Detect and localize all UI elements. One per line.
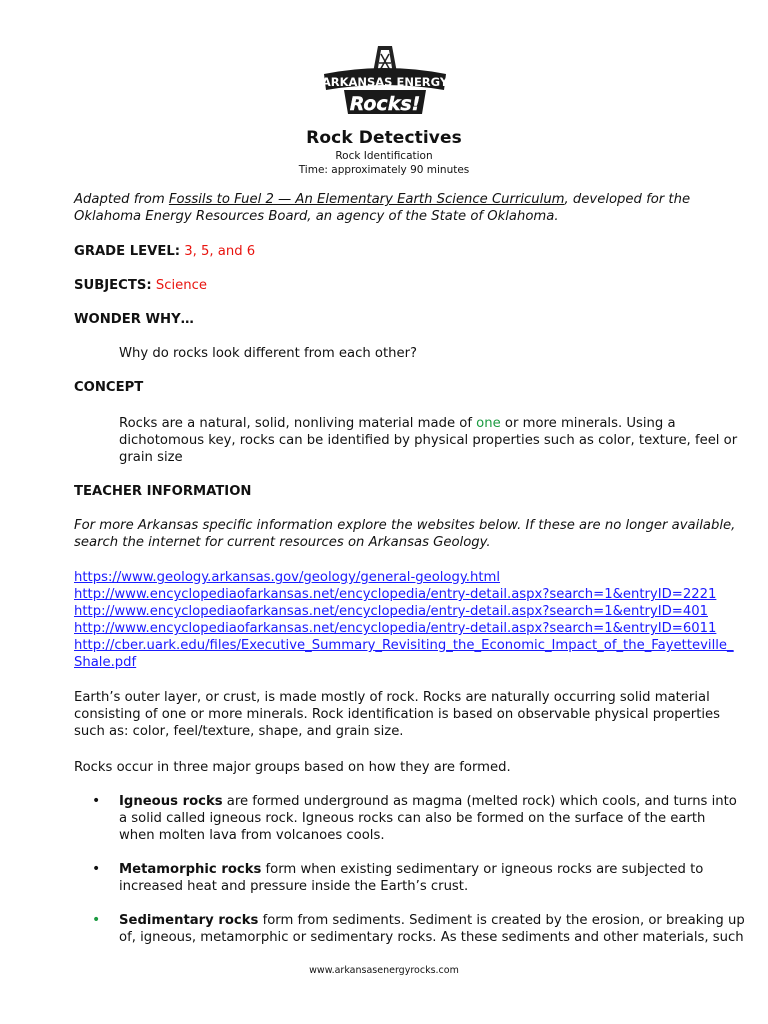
metamorphic-line-2: increased heat and pressure inside the Earth’s crust. [119, 879, 469, 894]
teacher-note-line-1: For more Arkansas specific information explore the websites below. If these are no longer available, [74, 518, 736, 533]
concept-highlight-one: one [476, 416, 501, 431]
wonder-why-heading: WONDER WHY… [74, 312, 194, 327]
sedimentary-line-2: of, igneous, metamorphic or sedimentary rocks. As these sediments and other materials, such [119, 930, 744, 945]
teacher-information-heading: TEACHER INFORMATION [74, 484, 252, 499]
concept-line1-a: Rocks are a natural, solid, nonliving material made of [119, 416, 477, 431]
link-encyclopedia-401[interactable]: http://www.encyclopediaofarkansas.net/encyclopedia/entry-detail.aspx?search=1&entryID=401 [74, 604, 708, 619]
sedimentary-paragraph [119, 912, 745, 946]
crust-line-2: consisting of one or more minerals. Rock identification is based on observable physical properties [74, 707, 721, 722]
sedimentary-line-1: form from sediments. Sediment is created by the erosion, or breaking up [258, 913, 745, 928]
concept-line-3: grain size [119, 450, 183, 465]
concept-line1-c: or more minerals. Using a [500, 416, 676, 431]
link-cber-executive-summary[interactable]: http://cber.uark.edu/files/Executive_Summary_Revisiting_the_Economic_Impact_of_the_Fayetteville_ [74, 638, 734, 653]
teacher-note [74, 517, 736, 551]
bullet-sedimentary: • [92, 912, 101, 928]
bullet-metamorphic: • [92, 861, 101, 877]
footer-url: www.arkansasenergyrocks.com [309, 965, 459, 976]
subjects-row [74, 277, 714, 294]
grade-level-row [74, 243, 714, 260]
time-estimate: Time: approximately 90 minutes [298, 164, 470, 176]
intro-paragraph [74, 191, 714, 225]
link-arkansas-geology[interactable]: https://www.geology.arkansas.gov/geology/general-geology.html [74, 570, 501, 585]
logo-top-text: ARKANSAS ENERGY [321, 75, 449, 89]
concept-line-2: dichotomous key, rocks can be identified by physical properties such as color, texture, feel or [119, 433, 738, 448]
link-encyclopedia-6011[interactable]: http://www.encyclopediaofarkansas.net/encyclopedia/entry-detail.aspx?search=1&entryID=6011 [74, 621, 717, 636]
concept-heading: CONCEPT [74, 380, 144, 395]
igneous-paragraph [119, 793, 737, 844]
resource-links [74, 569, 734, 671]
rock-groups-intro: Rocks occur in three major groups based on how they are formed. [74, 760, 511, 775]
metamorphic-paragraph [119, 861, 714, 895]
igneous-line-3: when molten lava from volcanoes cools. [119, 828, 385, 843]
grade-level-value: 3, 5, and 6 [184, 244, 256, 259]
page-title: Rock Detectives [306, 128, 462, 148]
logo-bottom-text: Rocks! [349, 93, 421, 115]
link-cber-executive-summary-cont[interactable]: Shale.pdf [74, 655, 137, 670]
bullet-igneous: • [92, 793, 101, 809]
concept-paragraph [119, 415, 738, 466]
teacher-note-line-2: search the internet for current resources on Arkansas Geology. [74, 535, 491, 550]
grade-level-label: GRADE LEVEL: [74, 244, 181, 259]
sedimentary-term: Sedimentary rocks [119, 913, 259, 928]
crust-line-3: such as: color, feel/texture, shape, and grain size. [74, 724, 404, 739]
subjects-label: SUBJECTS: [74, 278, 152, 293]
metamorphic-line-1: form when existing sedimentary or igneous rocks are subjected to [261, 862, 704, 877]
crust-paragraph [74, 689, 721, 740]
subjects-value: Science [155, 278, 207, 293]
intro-prefix: Adapted from [74, 192, 169, 207]
crust-line-1: Earth’s outer layer, or crust, is made mostly of rock. Rocks are naturally occurring solid material [74, 690, 710, 705]
intro-line-2: Oklahoma Energy Resources Board, an agency of the State of Oklahoma. [74, 209, 559, 224]
igneous-line-1: are formed underground as magma (melted rock) which cools, and turns into [222, 794, 737, 809]
wonder-why-question: Why do rocks look different from each other? [119, 346, 418, 361]
intro-source-title: Fossils to Fuel 2 — An Elementary Earth Science Curriculum [168, 192, 565, 207]
page-subtitle: Rock Identification [335, 150, 433, 162]
intro-suffix: , developed for the [564, 192, 691, 207]
igneous-term: Igneous rocks [119, 794, 223, 809]
link-encyclopedia-2221[interactable]: http://www.encyclopediaofarkansas.net/encyclopedia/entry-detail.aspx?search=1&entryID=2221 [74, 587, 717, 602]
arkansas-energy-rocks-logo [318, 44, 452, 116]
igneous-line-2: a solid called igneous rock. Igneous rocks can also be formed on the surface of the earth [119, 811, 706, 826]
metamorphic-term: Metamorphic rocks [119, 862, 262, 877]
